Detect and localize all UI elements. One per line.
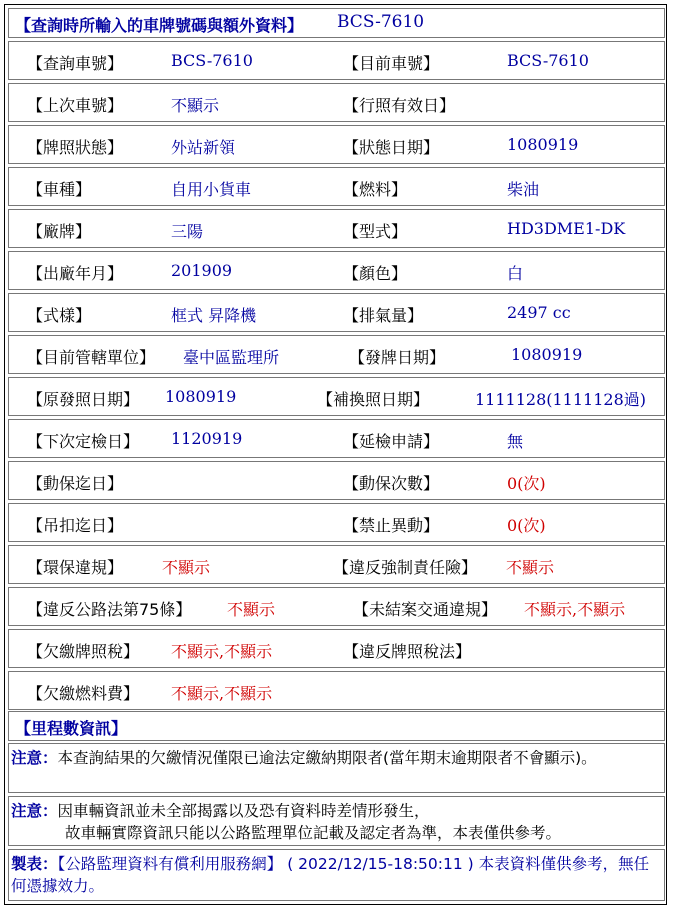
data-row (8, 377, 665, 416)
field-value: 不顯示,不顯示 (524, 600, 626, 619)
field-label: 【下次定檢日】 (27, 432, 140, 451)
field-label: 【排氣量】 (343, 306, 424, 325)
note-label: 注意： (11, 749, 58, 767)
field-value: 無 (507, 432, 524, 451)
data-row (8, 125, 665, 164)
note-text: 本查詢結果的欠繳情況僅限已逾法定繳納期限者(當年期末逾期限者不會顯示)。 (57, 749, 597, 767)
note-box-1 (8, 743, 665, 793)
field-label: 【違反公路法第75條】 (27, 600, 192, 619)
data-row (8, 209, 665, 248)
field-label: 【環保違規】 (27, 558, 124, 577)
data-row (8, 335, 665, 374)
field-value: 2497 cc (507, 303, 571, 322)
field-value: 不顯示 (227, 600, 276, 619)
field-label: 【發牌日期】 (349, 348, 446, 367)
title-row (8, 8, 665, 38)
field-label: 【燃料】 (343, 180, 408, 199)
field-value: 1080919 (511, 345, 583, 364)
data-row (8, 587, 665, 626)
field-label: 【欠繳牌照稅】 (27, 642, 140, 661)
note-text-line2: 故車輛實際資訊只能以公路監理單位記載及認定者為準，本表僅供參考。 (65, 824, 562, 842)
field-label: 【延檢申請】 (343, 432, 440, 451)
field-label: 【顏色】 (343, 264, 408, 283)
field-label: 【查詢車號】 (27, 54, 124, 73)
field-label: 【車種】 (27, 180, 92, 199)
field-label: 【狀態日期】 (343, 138, 440, 157)
field-value: 不顯示 (162, 558, 211, 577)
field-label: 【動保次數】 (343, 474, 440, 493)
field-value: BCS-7610 (171, 51, 253, 70)
field-label: 【欠繳燃料費】 (27, 684, 140, 703)
field-label: 【原發照日期】 (27, 390, 140, 409)
field-value: 1080919 (507, 135, 579, 154)
note-box-2 (8, 796, 665, 846)
field-value: 自用小貨車 (171, 180, 252, 199)
field-value: 1120919 (171, 429, 243, 448)
data-row (8, 167, 665, 206)
field-value: 外站新領 (171, 138, 236, 157)
data-row (8, 41, 665, 80)
field-label: 【上次車號】 (27, 96, 124, 115)
field-value: 不顯示 (171, 96, 220, 115)
field-value: 不顯示 (506, 558, 555, 577)
note-label: 注意： (11, 802, 58, 820)
data-row (8, 83, 665, 122)
data-row (8, 671, 665, 710)
field-label: 【牌照狀態】 (27, 138, 124, 157)
field-label: 【目前車號】 (343, 54, 440, 73)
field-value: 不顯示,不顯示 (171, 642, 273, 661)
field-value: 臺中區監理所 (183, 348, 280, 367)
field-value: 不顯示,不顯示 (171, 684, 273, 703)
note-label: 製表： (11, 855, 58, 873)
data-row (8, 419, 665, 458)
field-value: 201909 (171, 261, 233, 280)
mileage-row (8, 711, 665, 741)
field-label: 【補換照日期】 (317, 390, 430, 409)
data-row (8, 503, 665, 542)
field-label: 【出廠年月】 (27, 264, 124, 283)
field-value: BCS-7610 (507, 51, 589, 70)
field-value: 框式 昇降機 (171, 306, 257, 325)
note-text: 因車輛資訊並未全部揭露以及恐有資料時差情形發生， (57, 802, 430, 820)
field-value: 三陽 (171, 222, 204, 241)
data-row (8, 461, 665, 500)
field-label: 【廠牌】 (27, 222, 92, 241)
field-value: 白 (507, 264, 524, 283)
data-row (8, 629, 665, 668)
field-value: 0(次) (507, 516, 546, 535)
field-value: 1080919 (165, 387, 237, 406)
field-value: 柴油 (507, 180, 540, 199)
field-label: 【型式】 (343, 222, 408, 241)
mileage-heading: 【里程數資訊】 (15, 719, 128, 738)
data-row (8, 293, 665, 332)
field-label: 【行照有效日】 (343, 96, 456, 115)
field-value: 1111128(1111128過) (475, 390, 647, 409)
field-value: HD3DME1-DK (507, 219, 626, 238)
field-label: 【違反牌照稅法】 (343, 642, 472, 661)
title-label: 【查詢時所輸入的車牌號碼與額外資料】 (15, 16, 304, 35)
field-label: 【目前管轄單位】 (27, 348, 156, 367)
field-label: 【違反強制責任險】 (333, 558, 478, 577)
data-row (8, 251, 665, 290)
field-label: 【動保迄日】 (27, 474, 124, 493)
field-value: 0(次) (507, 474, 546, 493)
note-box-3 (8, 849, 665, 901)
field-label: 【禁止異動】 (343, 516, 440, 535)
footer-source-text: 【公路監理資料有償利用服務網】 ( 2022/12/15-18:50:11 ) 本表資料僅供參考，無任何憑據效力。 (11, 855, 650, 895)
field-label: 【式樣】 (27, 306, 92, 325)
data-row (8, 545, 665, 584)
field-label: 【未結案交通違規】 (353, 600, 498, 619)
field-label: 【吊扣迄日】 (27, 516, 124, 535)
title-plate: BCS-7610 (337, 12, 425, 32)
